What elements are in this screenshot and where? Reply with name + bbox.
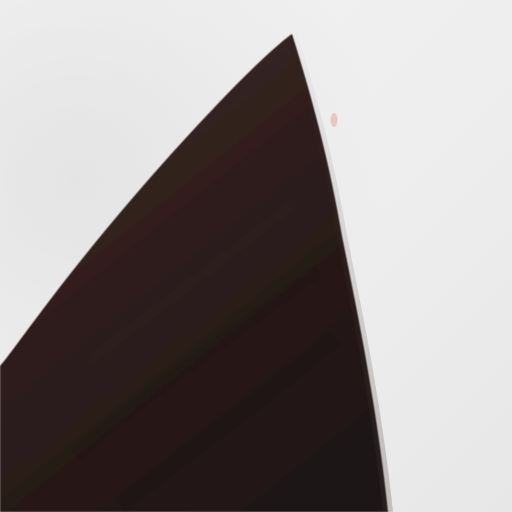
pink-speck (331, 113, 338, 127)
